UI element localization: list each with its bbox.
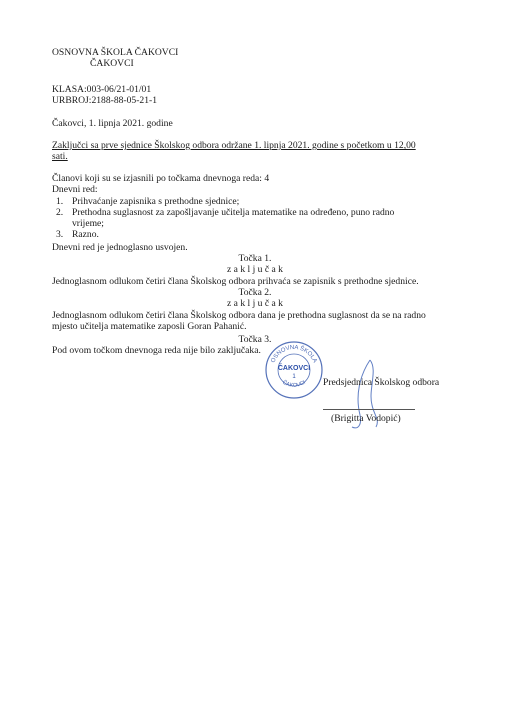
agenda-item-cont <box>72 218 452 229</box>
agenda-item-text: Prihvaćanje zapisnika s prethodne sjednice; <box>72 196 240 207</box>
signature-role: Predsjednica Školskog odbora <box>323 377 440 388</box>
agenda-adopted: Dnevni red je jednoglasno usvojen. <box>52 242 188 253</box>
svg-text:ČAKOVCI <box>281 379 307 389</box>
urbroj: URBROJ:2188-88-05-21-1 <box>52 95 157 106</box>
school-stamp <box>264 340 324 400</box>
members-line: Članovi koji su se izjasnili po točkama dnevnoga reda: 4 <box>52 173 270 184</box>
agenda-item <box>56 196 452 207</box>
point-text: Pod ovom točkom dnevnoga reda nije bilo zaključaka. <box>52 345 261 356</box>
point-heading: Točka 2. <box>238 287 272 298</box>
point-heading: Točka 3. <box>238 334 272 345</box>
point-text-cont: mjesto učitelja matematike zaposli Goran Pahanić. <box>52 321 247 332</box>
agenda-list <box>56 196 452 240</box>
agenda-item <box>56 207 452 218</box>
agenda-item-number: 2. <box>56 207 64 218</box>
date-line: Čakovci, 1. lipnja 2021. godine <box>52 118 173 129</box>
klasa: KLASA:003-06/21-01/01 <box>52 84 152 95</box>
point-text: Jednoglasnom odlukom četiri člana Školskog odbora prihvaća se zapisnik s prethodne sjednice. <box>52 276 419 287</box>
signature-line <box>323 409 415 410</box>
agenda-label: Dnevni red: <box>52 184 98 195</box>
point-conclusion: z a k l j u č a k <box>227 298 283 309</box>
stamp-top-text: OSNOVNA ŠKOLA <box>270 344 318 364</box>
stamp-number: 1 <box>292 374 296 380</box>
point-text: Jednoglasnom odlukom četiri člana Školskog odbora dana je prethodna suglasnost da se na radno <box>52 310 426 321</box>
school-place: ČAKOVCI <box>90 58 134 69</box>
document-title-cont: sati. <box>52 151 68 162</box>
agenda-item <box>56 229 452 240</box>
stamp-bottom-text: ČAKOVCI <box>281 379 307 389</box>
stamp-center-text: ČAKOVCI <box>277 365 311 372</box>
school-name: OSNOVNA ŠKOLA ČAKOVCI <box>52 47 179 58</box>
agenda-item-text: Prethodna suglasnost za zapošljavanje učitelja matematike na određeno, puno radno <box>72 207 395 218</box>
agenda-item-text-cont: vrijeme; <box>72 218 104 229</box>
agenda-item-text: Razno. <box>72 229 99 240</box>
document-title: Zaključci sa prve sjednice Školskog odbora održane 1. lipnja 2021. godine s početkom u 12,00 <box>52 140 416 151</box>
agenda-item-number: 1. <box>56 196 64 207</box>
point-conclusion: z a k l j u č a k <box>227 264 283 275</box>
signature-name: (Brigitta Vodopić) <box>331 413 401 424</box>
point-heading: Točka 1. <box>238 253 272 264</box>
agenda-item-number: 3. <box>56 229 64 240</box>
